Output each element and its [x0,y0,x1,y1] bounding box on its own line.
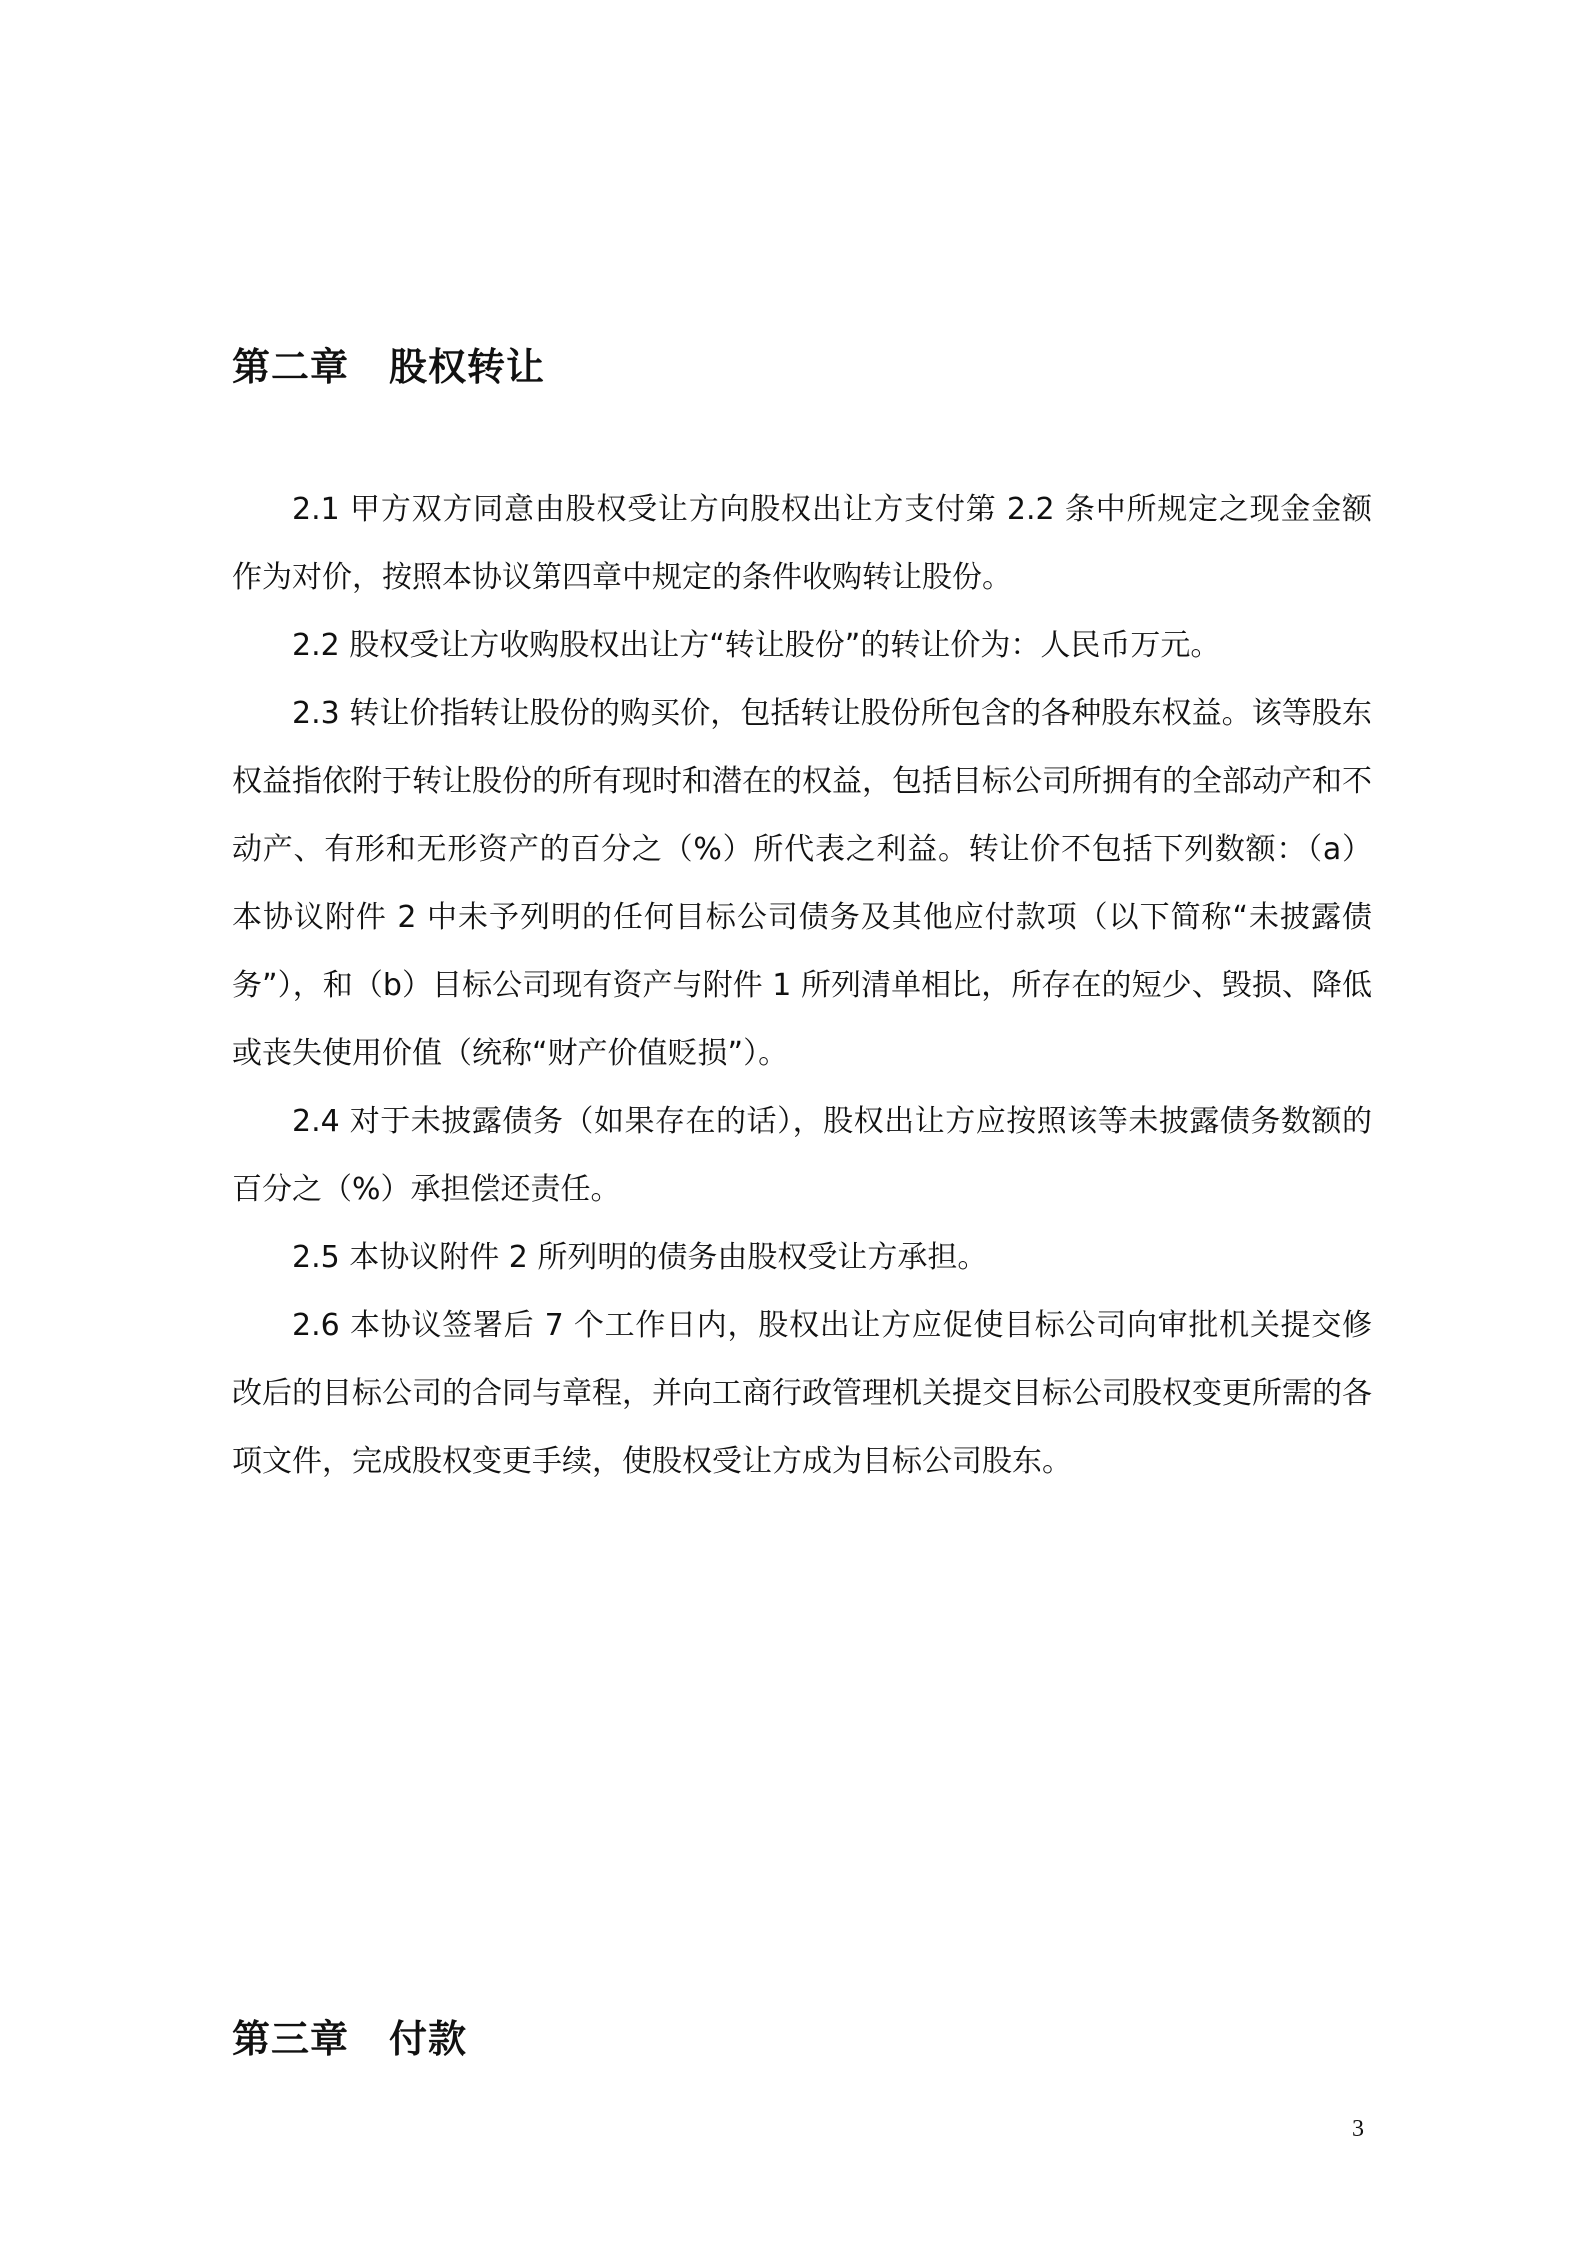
chapter-heading-equity-transfer [232,336,545,391]
clause-2-6: 2.6 本协议签署后 7 个工作日内，股权出让方应促使目标公司向审批机关提交修改后的目标公司的合同与章程，并向工商行政管理机关提交目标公司股权变更所需的各项文件，完成股权变更手续，使股权受让方成为目标公司股东。 [232,1308,1372,1479]
clause-2-2: 2.2 股权受让方收购股权出让方“转让股份”的转让价为：人民币万元。 [292,628,1221,663]
clause-2-3: 2.3 转让价指转让股份的购买价，包括转让股份所包含的各种股东权益。该等股东权益指依附于转让股份的所有现时和潜在的权益，包括目标公司所拥有的全部动产和不动产、有形和无形资产的百分之（%）所代表之利益。转让价不包括下列数额：（a）本协议附件 2 中未予列明的任何目标公司债务及其他应付款项（以下简称“未披露债务”），和（b）目标公司现有资产与附件 1 所列清单相比，所存在的短少、毁损、降低或丧失使用价值（统称“财产价值贬损”）。 [232,696,1372,1071]
clause-2-5: 2.5 本协议附件 2 所列明的债务由股权受让方承担。 [292,1240,988,1275]
clause-2-1: 2.1 甲方双方同意由股权受让方向股权出让方支付第 2.2 条中所规定之现金金额作为对价，按照本协议第四章中规定的条件收购转让股份。 [232,492,1372,595]
page-number: 3 [1352,2116,1364,2142]
clause-2-4: 2.4 对于未披露债务（如果存在的话），股权出让方应按照该等未披露债务数额的百分之（%）承担偿还责任。 [232,1104,1372,1207]
chapter-heading-payment [232,2008,467,2063]
chapter-number: 第二章 [232,345,350,389]
chapter-title: 付款 [389,2017,468,2061]
chapter-body [232,476,1372,1496]
chapter-title: 股权转让 [389,345,546,389]
chapter-number: 第三章 [232,2017,350,2061]
